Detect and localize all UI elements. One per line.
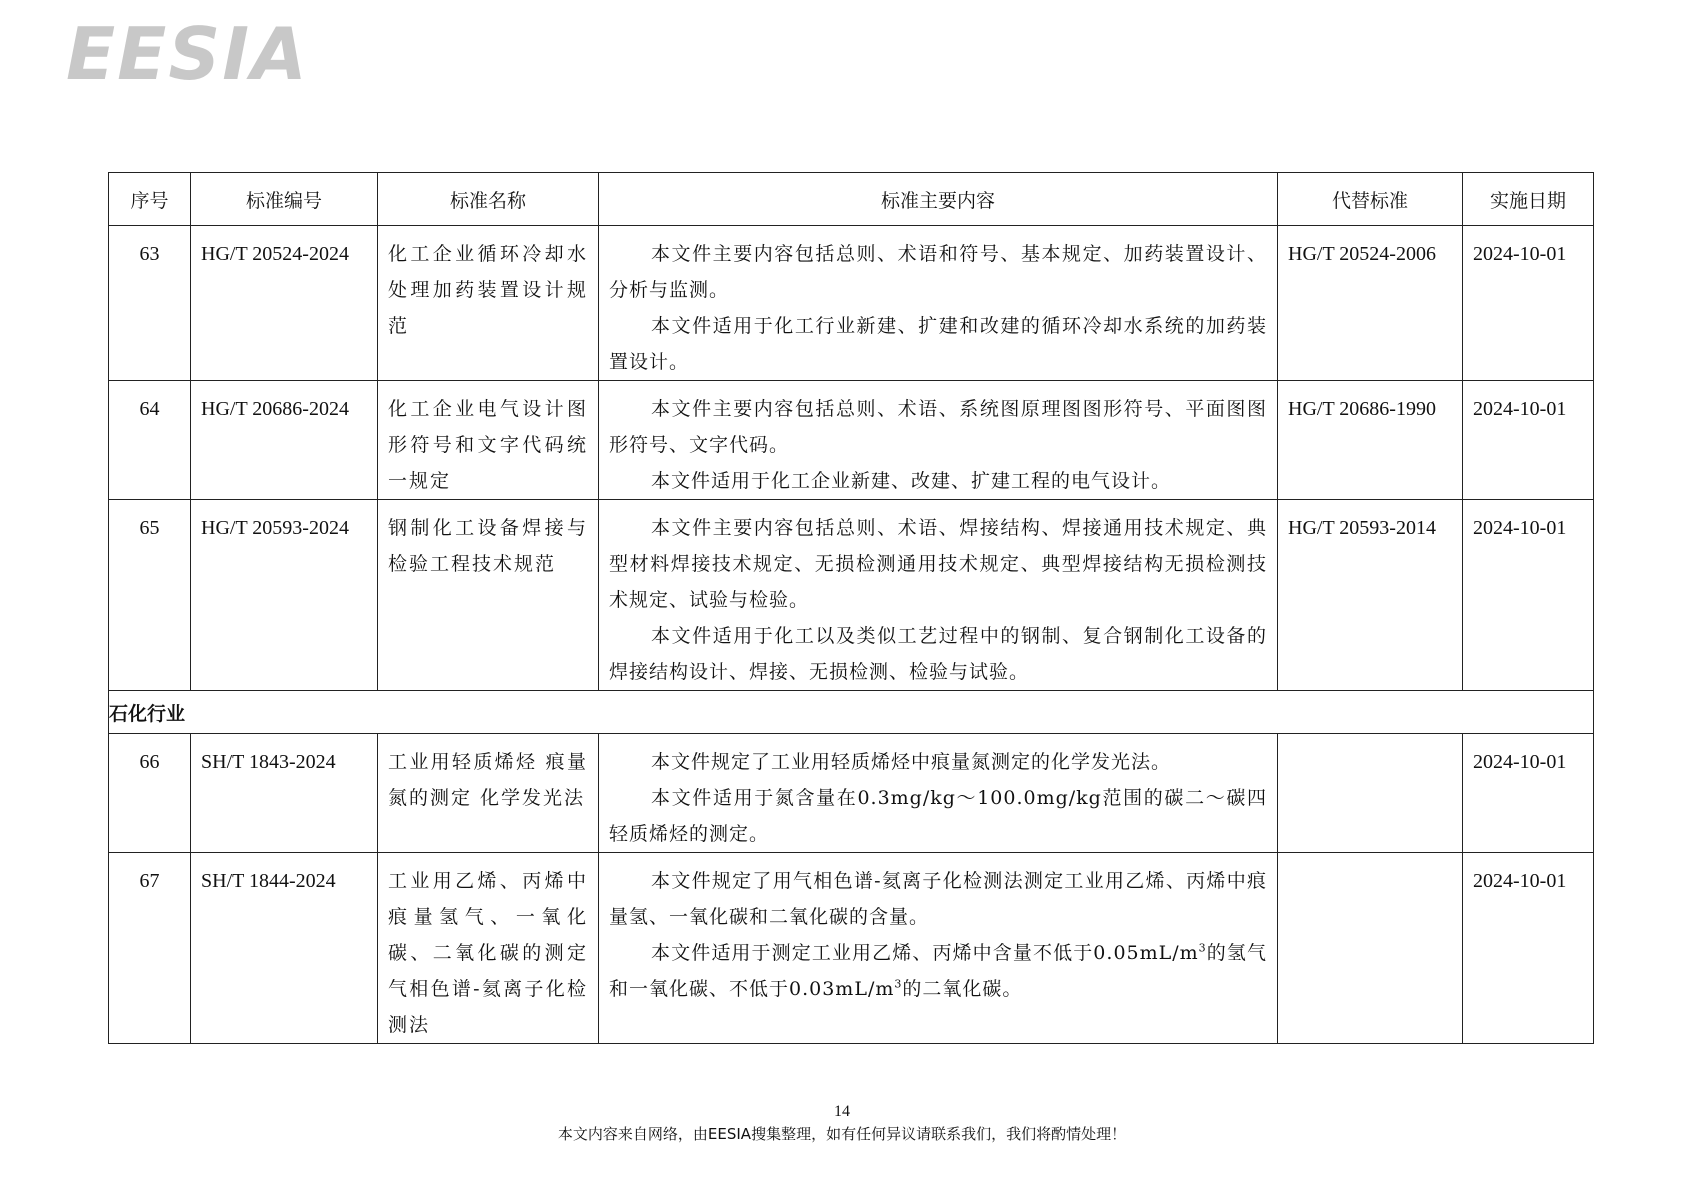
content-paragraph — [609, 935, 1267, 1007]
row-date: 2024-10-01 — [1473, 243, 1567, 265]
row-name: 化工企业循环冷却水处理加药装置设计规范 — [388, 243, 588, 337]
content-text: 本文件适用于测定工业用乙烯、丙烯中含量不低于0.05mL/m — [651, 942, 1199, 964]
content-paragraph: 本文件适用于化工以及类似工艺过程中的钢制、复合钢制化工设备的焊接结构设计、焊接、无损检测、检验与试验。 — [609, 625, 1267, 683]
row-replaced: HG/T 20593-2014 — [1288, 517, 1436, 539]
content-text: 的氢气和一氧化碳、不低于0.03mL/m — [609, 942, 1267, 1000]
row-content — [599, 734, 1277, 852]
content-paragraph: 本文件主要内容包括总则、术语、焊接结构、焊接通用技术规定、典型材料焊接技术规定、无损检测通用技术规定、典型焊接结构无损检测技术规定、试验与检验。 — [609, 517, 1267, 611]
eesia-logo: EESIA — [66, 12, 309, 96]
row-serial: 63 — [139, 243, 160, 265]
footer-note: 本文内容来自网络，由EESIA搜集整理，如有任何异议请联系我们，我们将酌情处理！ — [557, 1125, 1127, 1143]
content-paragraph: 本文件规定了用气相色谱-氦离子化检测法测定工业用乙烯、丙烯中痕量氢、一氧化碳和二氧化碳的含量。 — [609, 870, 1267, 928]
row-name: 工业用乙烯、丙烯中痕量氢气、一氧化碳、二氧化碳的测定 气相色谱-氦离子化检测法 — [388, 870, 588, 1036]
header-main-content: 标准主要内容 — [599, 173, 1278, 226]
row-name: 钢制化工设备焊接与检验工程技术规范 — [388, 517, 588, 575]
header-standard-name: 标准名称 — [378, 173, 599, 226]
row-content — [599, 853, 1277, 1007]
row-serial: 66 — [139, 751, 160, 773]
content-paragraph: 本文件规定了工业用轻质烯烃中痕量氮测定的化学发光法。 — [651, 751, 1172, 773]
row-replaced: HG/T 20686-1990 — [1288, 398, 1436, 420]
row-replaced — [1278, 734, 1462, 744]
row-serial: 64 — [139, 398, 160, 420]
section-row — [109, 691, 1594, 734]
header-standard-code: 标准编号 — [191, 173, 378, 226]
table-row — [109, 734, 1594, 853]
table-row — [109, 226, 1594, 381]
unit-exponent: 3 — [894, 977, 903, 991]
row-code: HG/T 20524-2024 — [201, 243, 349, 265]
row-name: 化工企业电气设计图形符号和文字代码统一规定 — [388, 398, 588, 492]
content-paragraph: 本文件适用于氮含量在0.3mg/kg～100.0mg/kg范围的碳二～碳四轻质烯烃的测定。 — [609, 787, 1267, 845]
row-serial: 67 — [139, 870, 160, 892]
content-paragraph: 本文件主要内容包括总则、术语和符号、基本规定、加药装置设计、分析与监测。 — [609, 243, 1267, 301]
row-date: 2024-10-01 — [1473, 398, 1567, 420]
table-row — [109, 381, 1594, 500]
row-name: 工业用轻质烯烃 痕量氮的测定 化学发光法 — [388, 751, 588, 809]
content-paragraph: 本文件主要内容包括总则、术语、系统图原理图图形符号、平面图图形符号、文字代码。 — [609, 398, 1267, 456]
header-replaced-standard: 代替标准 — [1278, 173, 1463, 226]
row-code: SH/T 1844-2024 — [201, 870, 336, 892]
row-code: SH/T 1843-2024 — [201, 751, 336, 773]
row-serial: 65 — [139, 517, 160, 539]
table-row — [109, 500, 1594, 691]
standards-table — [108, 172, 1594, 1044]
row-date: 2024-10-01 — [1473, 870, 1567, 892]
row-replaced: HG/T 20524-2006 — [1288, 243, 1436, 265]
row-date: 2024-10-01 — [1473, 517, 1567, 539]
table-header-row — [109, 173, 1594, 226]
row-content — [599, 226, 1277, 380]
content-paragraph: 本文件适用于化工行业新建、扩建和改建的循环冷却水系统的加药装置设计。 — [609, 315, 1267, 373]
row-code: HG/T 20593-2024 — [201, 517, 349, 539]
page-number: 14 — [834, 1103, 850, 1120]
unit-exponent: 3 — [1198, 941, 1207, 955]
row-code: HG/T 20686-2024 — [201, 398, 349, 420]
row-date: 2024-10-01 — [1473, 751, 1567, 773]
section-title: 石化行业 — [109, 691, 1594, 734]
header-serial: 序号 — [109, 173, 191, 226]
content-paragraph: 本文件适用于化工企业新建、改建、扩建工程的电气设计。 — [651, 470, 1172, 492]
table-row — [109, 853, 1594, 1044]
content-text: 的二氧化碳。 — [902, 978, 1023, 1000]
row-content — [599, 381, 1277, 499]
row-replaced — [1278, 853, 1462, 863]
row-content — [599, 500, 1277, 690]
header-effective-date: 实施日期 — [1463, 173, 1594, 226]
